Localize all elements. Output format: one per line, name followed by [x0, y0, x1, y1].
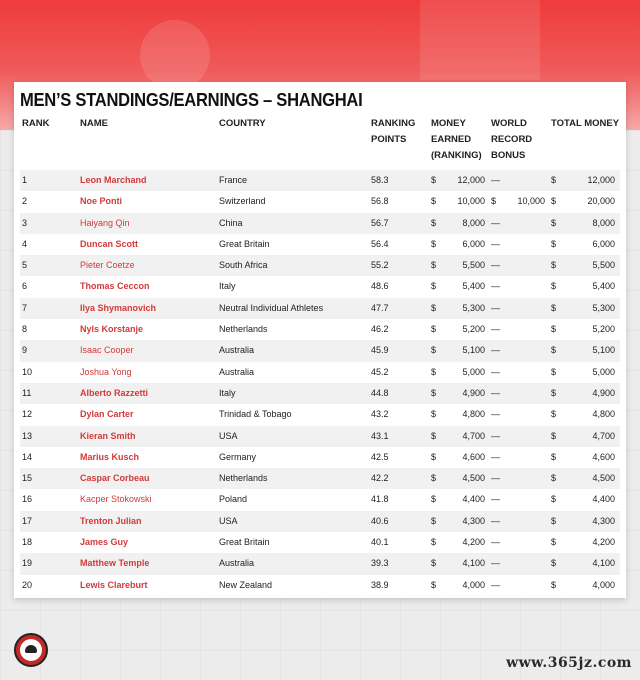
wr-bonus-cell — [491, 170, 551, 191]
total-cell — [551, 170, 620, 191]
currency-sign: $ — [431, 196, 437, 207]
wr-bonus-cell — [491, 298, 551, 319]
currency-sign: $ — [431, 366, 437, 377]
money-cell — [431, 191, 491, 212]
total-amount: 4,800 — [592, 409, 615, 420]
money-amount: 5,000 — [462, 366, 485, 377]
currency-sign: $ — [551, 196, 557, 207]
total-cell — [551, 426, 620, 447]
points-cell: 40.6 — [371, 511, 431, 532]
wr-bonus-cell — [491, 276, 551, 297]
dash: — — [491, 345, 500, 356]
country-cell: Germany — [219, 447, 371, 468]
points-cell: 40.1 — [371, 532, 431, 553]
total-cell — [551, 468, 620, 489]
total-cell — [551, 234, 620, 255]
wr-bonus-cell — [491, 319, 551, 340]
currency-sign: $ — [551, 324, 557, 335]
currency-sign: $ — [551, 260, 557, 271]
currency-sign: $ — [431, 515, 437, 526]
money-amount: 5,200 — [462, 324, 485, 335]
table-body — [20, 170, 620, 596]
currency-sign: $ — [431, 409, 437, 420]
money-cell — [431, 383, 491, 404]
athlete-name: Marius Kusch — [80, 447, 219, 468]
currency-sign: $ — [431, 451, 437, 462]
wr-bonus-cell — [491, 489, 551, 510]
dash: — — [491, 473, 500, 484]
athlete-name: Dylan Carter — [80, 404, 219, 425]
rank-cell: 12 — [20, 404, 80, 425]
money-amount: 5,100 — [462, 345, 485, 356]
money-cell — [431, 404, 491, 425]
wr-bonus-cell — [491, 404, 551, 425]
swimmer-logo-icon — [14, 633, 48, 667]
money-amount: 8,000 — [462, 217, 485, 228]
table-row — [20, 532, 620, 553]
table-row — [20, 319, 620, 340]
dash: — — [491, 558, 500, 569]
athlete-name: Ilya Shymanovich — [80, 298, 219, 319]
money-amount: 6,000 — [462, 238, 485, 249]
total-amount: 12,000 — [587, 175, 615, 185]
athlete-name: Duncan Scott — [80, 234, 219, 255]
rank-cell: 19 — [20, 553, 80, 574]
athlete-name: Noe Ponti — [80, 191, 219, 212]
country-cell: USA — [219, 511, 371, 532]
country-cell: Australia — [219, 553, 371, 574]
table-row — [20, 575, 620, 596]
money-cell — [431, 468, 491, 489]
money-cell — [431, 532, 491, 553]
total-amount: 4,900 — [592, 387, 615, 398]
money-cell — [431, 234, 491, 255]
points-cell: 38.9 — [371, 575, 431, 596]
money-amount: 4,400 — [462, 494, 485, 505]
country-cell: Australia — [219, 340, 371, 361]
athlete-name: Kieran Smith — [80, 426, 219, 447]
rank-cell: 13 — [20, 426, 80, 447]
points-cell: 56.4 — [371, 234, 431, 255]
points-cell: 42.5 — [371, 447, 431, 468]
money-cell — [431, 276, 491, 297]
dash: — — [491, 281, 500, 292]
rank-cell: 17 — [20, 511, 80, 532]
page-title: MEN’S STANDINGS/EARNINGS – SHANGHAI — [20, 90, 363, 110]
total-cell — [551, 319, 620, 340]
standings-table — [20, 112, 620, 596]
currency-sign: $ — [551, 281, 557, 292]
wr-bonus-cell — [491, 511, 551, 532]
header-ranking-points — [371, 112, 431, 170]
country-cell: Australia — [219, 362, 371, 383]
table-row — [20, 191, 620, 212]
currency-sign: $ — [431, 430, 437, 441]
money-amount: 12,000 — [457, 175, 485, 185]
standings-card — [14, 82, 626, 598]
rank-cell: 9 — [20, 340, 80, 361]
wr-bonus-cell — [491, 340, 551, 361]
country-cell: Switzerland — [219, 191, 371, 212]
table-row — [20, 255, 620, 276]
country-cell: Trinidad & Tobago — [219, 404, 371, 425]
watermark: www.365jz.com — [506, 655, 632, 671]
table-row — [20, 234, 620, 255]
athlete-name: Alberto Razzetti — [80, 383, 219, 404]
currency-sign: $ — [551, 473, 557, 484]
total-amount: 5,000 — [592, 366, 615, 377]
rank-cell: 11 — [20, 383, 80, 404]
currency-sign: $ — [551, 387, 557, 398]
athlete-name: Joshua Yong — [80, 362, 219, 383]
money-cell — [431, 489, 491, 510]
city-skyline-decor — [140, 20, 210, 90]
dash: — — [491, 537, 500, 548]
country-cell: USA — [219, 426, 371, 447]
money-cell — [431, 213, 491, 234]
table-row — [20, 340, 620, 361]
country-cell: Italy — [219, 276, 371, 297]
table-header-row — [20, 112, 620, 170]
dash: — — [491, 217, 500, 228]
points-cell: 56.8 — [371, 191, 431, 212]
currency-sign: $ — [551, 430, 557, 441]
currency-sign: $ — [551, 409, 557, 420]
money-amount: 5,300 — [462, 302, 485, 313]
currency-sign: $ — [431, 537, 437, 548]
money-cell — [431, 426, 491, 447]
athlete-name: Leon Marchand — [80, 170, 219, 191]
dash: — — [491, 579, 500, 590]
points-cell: 44.8 — [371, 383, 431, 404]
header-money-earned — [431, 112, 491, 170]
header-rank: RANK — [22, 118, 50, 129]
dash: — — [491, 302, 500, 313]
money-amount: 4,300 — [462, 515, 485, 526]
currency-sign: $ — [431, 238, 437, 249]
athlete-name: Pieter Coetze — [80, 255, 219, 276]
currency-sign: $ — [551, 494, 557, 505]
currency-sign: $ — [431, 302, 437, 313]
currency-sign: $ — [431, 217, 437, 228]
dash: — — [491, 260, 500, 271]
currency-sign: $ — [551, 238, 557, 249]
country-cell: South Africa — [219, 255, 371, 276]
total-cell — [551, 191, 620, 212]
wr-bonus-cell — [491, 575, 551, 596]
currency-sign: $ — [551, 515, 557, 526]
currency-sign: $ — [431, 175, 437, 185]
total-amount: 8,000 — [592, 217, 615, 228]
header-line: RANKING — [371, 118, 416, 129]
total-cell — [551, 489, 620, 510]
table-row — [20, 468, 620, 489]
table-row — [20, 383, 620, 404]
money-amount: 5,400 — [462, 281, 485, 292]
table-row — [20, 298, 620, 319]
currency-sign: $ — [551, 579, 557, 590]
rank-cell: 6 — [20, 276, 80, 297]
currency-sign: $ — [431, 558, 437, 569]
total-cell — [551, 553, 620, 574]
currency-sign: $ — [551, 175, 557, 185]
total-amount: 6,000 — [592, 238, 615, 249]
wr-bonus-cell — [491, 468, 551, 489]
table-row — [20, 276, 620, 297]
table-row — [20, 404, 620, 425]
wr-bonus-cell — [491, 255, 551, 276]
country-cell: Italy — [219, 383, 371, 404]
athlete-name: Matthew Temple — [80, 553, 219, 574]
country-cell: China — [219, 213, 371, 234]
rank-cell: 1 — [20, 170, 80, 191]
dash: — — [491, 451, 500, 462]
currency-sign: $ — [431, 281, 437, 292]
points-cell: 48.6 — [371, 276, 431, 297]
country-cell: France — [219, 170, 371, 191]
wr-bonus-cell — [491, 213, 551, 234]
dash: — — [491, 324, 500, 335]
rank-cell: 14 — [20, 447, 80, 468]
rank-cell: 10 — [20, 362, 80, 383]
total-amount: 5,500 — [592, 260, 615, 271]
money-cell — [431, 447, 491, 468]
total-cell — [551, 404, 620, 425]
table-row — [20, 489, 620, 510]
money-amount: 4,200 — [462, 537, 485, 548]
athlete-name: Nyls Korstanje — [80, 319, 219, 340]
header-world-record-bonus — [491, 112, 551, 170]
country-cell: Netherlands — [219, 468, 371, 489]
header-line: BONUS — [491, 150, 526, 161]
money-cell — [431, 319, 491, 340]
money-amount: 4,600 — [462, 451, 485, 462]
rank-cell: 8 — [20, 319, 80, 340]
currency-sign: $ — [431, 473, 437, 484]
currency-sign: $ — [431, 345, 437, 356]
total-amount: 5,400 — [592, 281, 615, 292]
athlete-name: Caspar Corbeau — [80, 468, 219, 489]
table-row — [20, 447, 620, 468]
wr-bonus-cell — [491, 532, 551, 553]
money-amount: 4,500 — [462, 473, 485, 484]
total-amount: 4,500 — [592, 473, 615, 484]
money-cell — [431, 298, 491, 319]
athlete-name: Kacper Stokowski — [80, 489, 219, 510]
dash: — — [491, 494, 500, 505]
points-cell: 39.3 — [371, 553, 431, 574]
rank-cell: 2 — [20, 191, 80, 212]
total-amount: 4,700 — [592, 430, 615, 441]
total-cell — [551, 447, 620, 468]
points-cell: 42.2 — [371, 468, 431, 489]
currency-sign: $ — [551, 451, 557, 462]
money-cell — [431, 340, 491, 361]
total-cell — [551, 213, 620, 234]
money-cell — [431, 362, 491, 383]
wr-bonus-amount: 10,000 — [517, 196, 545, 207]
country-cell: Great Britain — [219, 234, 371, 255]
points-cell: 55.2 — [371, 255, 431, 276]
currency-sign: $ — [431, 324, 437, 335]
currency-sign: $ — [551, 345, 557, 356]
total-amount: 4,400 — [592, 494, 615, 505]
points-cell: 43.1 — [371, 426, 431, 447]
rank-cell: 16 — [20, 489, 80, 510]
money-cell — [431, 575, 491, 596]
total-cell — [551, 532, 620, 553]
table-row — [20, 213, 620, 234]
total-amount: 4,000 — [592, 579, 615, 590]
total-amount: 5,200 — [592, 324, 615, 335]
currency-sign: $ — [431, 494, 437, 505]
athlete-name: Haiyang Qin — [80, 213, 219, 234]
header-line: (RANKING) — [431, 150, 482, 161]
points-cell: 56.7 — [371, 213, 431, 234]
total-amount: 4,200 — [592, 537, 615, 548]
dash: — — [491, 175, 500, 185]
total-cell — [551, 276, 620, 297]
header-total-money: TOTAL MONEY — [551, 118, 620, 129]
money-cell — [431, 511, 491, 532]
table-row — [20, 553, 620, 574]
city-skyline-decor — [420, 0, 540, 80]
money-cell — [431, 255, 491, 276]
athlete-name: Isaac Cooper — [80, 340, 219, 361]
total-amount: 4,100 — [592, 558, 615, 569]
total-cell — [551, 362, 620, 383]
rank-cell: 7 — [20, 298, 80, 319]
total-amount: 20,000 — [587, 196, 615, 207]
money-amount: 4,100 — [462, 558, 485, 569]
total-cell — [551, 383, 620, 404]
wr-bonus-cell — [491, 447, 551, 468]
header-name: NAME — [80, 118, 108, 129]
rank-cell: 4 — [20, 234, 80, 255]
currency-sign: $ — [551, 558, 557, 569]
dash: — — [491, 366, 500, 377]
dash: — — [491, 515, 500, 526]
header-line: POINTS — [371, 134, 407, 145]
points-cell: 41.8 — [371, 489, 431, 510]
athlete-name: James Guy — [80, 532, 219, 553]
table-row — [20, 170, 620, 191]
athlete-name: Thomas Ceccon — [80, 276, 219, 297]
table-row — [20, 511, 620, 532]
logo-inner — [20, 639, 42, 661]
money-amount: 10,000 — [457, 196, 485, 207]
wr-bonus-cell — [491, 553, 551, 574]
points-cell: 45.9 — [371, 340, 431, 361]
money-amount: 5,500 — [462, 260, 485, 271]
rank-cell: 5 — [20, 255, 80, 276]
rank-cell: 18 — [20, 532, 80, 553]
points-cell: 46.2 — [371, 319, 431, 340]
country-cell: Neutral Individual Athletes — [219, 298, 371, 319]
country-cell: New Zealand — [219, 575, 371, 596]
wr-bonus-cell — [491, 426, 551, 447]
total-cell — [551, 340, 620, 361]
currency-sign: $ — [431, 387, 437, 398]
currency-sign: $ — [431, 260, 437, 271]
currency-sign: $ — [551, 302, 557, 313]
table-row — [20, 362, 620, 383]
rank-cell: 3 — [20, 213, 80, 234]
athlete-name: Trenton Julian — [80, 511, 219, 532]
header-line: WORLD — [491, 118, 527, 129]
dash: — — [491, 430, 500, 441]
rank-cell: 20 — [20, 575, 80, 596]
total-cell — [551, 575, 620, 596]
total-amount: 5,300 — [592, 302, 615, 313]
currency-sign: $ — [551, 537, 557, 548]
points-cell: 58.3 — [371, 170, 431, 191]
country-cell: Poland — [219, 489, 371, 510]
dash: — — [491, 387, 500, 398]
currency-sign: $ — [431, 579, 437, 590]
money-amount: 4,800 — [462, 409, 485, 420]
money-amount: 4,900 — [462, 387, 485, 398]
country-cell: Great Britain — [219, 532, 371, 553]
points-cell: 47.7 — [371, 298, 431, 319]
total-amount: 4,600 — [592, 451, 615, 462]
wr-bonus-cell — [491, 383, 551, 404]
currency-sign: $ — [491, 196, 497, 207]
wr-bonus-cell — [491, 191, 551, 212]
currency-sign: $ — [551, 217, 557, 228]
wr-bonus-cell — [491, 234, 551, 255]
header-country: COUNTRY — [219, 118, 266, 129]
total-cell — [551, 298, 620, 319]
header-line: MONEY — [431, 118, 466, 129]
points-cell: 45.2 — [371, 362, 431, 383]
points-cell: 43.2 — [371, 404, 431, 425]
currency-sign: $ — [551, 366, 557, 377]
rank-cell: 15 — [20, 468, 80, 489]
dash: — — [491, 238, 500, 249]
money-amount: 4,000 — [462, 579, 485, 590]
header-line: EARNED — [431, 134, 472, 145]
country-cell: Netherlands — [219, 319, 371, 340]
money-cell — [431, 553, 491, 574]
total-cell — [551, 255, 620, 276]
header-line: RECORD — [491, 134, 533, 145]
table-row — [20, 426, 620, 447]
total-amount: 5,100 — [592, 345, 615, 356]
total-cell — [551, 511, 620, 532]
athlete-name: Lewis Clareburt — [80, 575, 219, 596]
total-amount: 4,300 — [592, 515, 615, 526]
money-cell — [431, 170, 491, 191]
money-amount: 4,700 — [462, 430, 485, 441]
dash: — — [491, 409, 500, 420]
wr-bonus-cell — [491, 362, 551, 383]
